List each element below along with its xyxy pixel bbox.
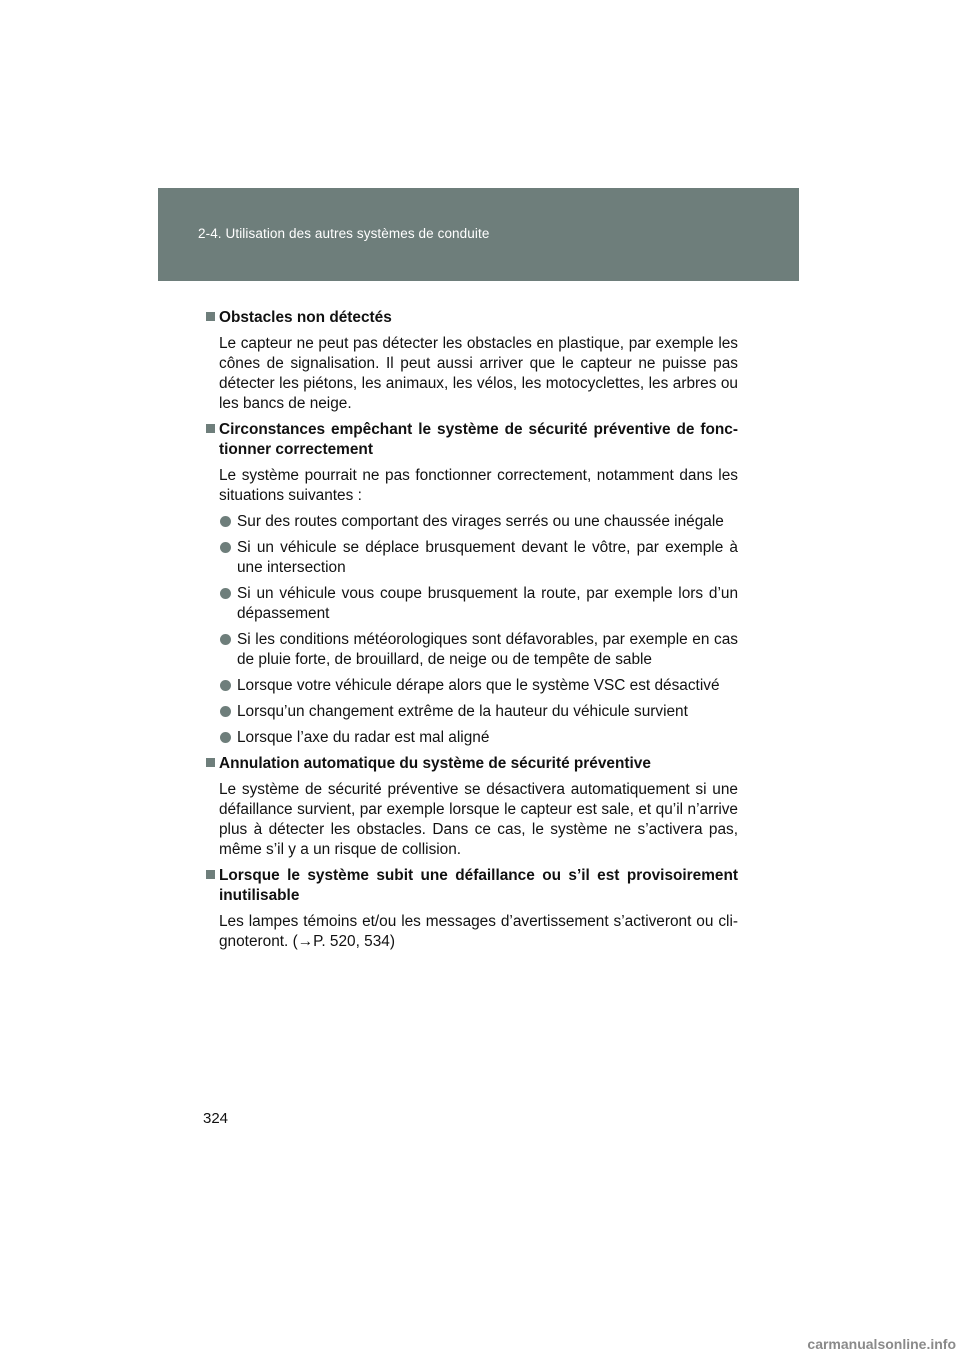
list-item-text: Sur des routes comportant des virages serrés ou une chaussée inégale (237, 513, 724, 530)
section-paragraph: Le capteur ne peut pas détecter les obstacles en plastique, par exemple les cônes de signalisation. Il peut aussi arriver que le capteur ne puisse pas détecter les piétons, les animaux, les vélos, les motocyclettes, les arbres ou les bancs de neige. (219, 335, 738, 412)
circle-bullet-icon (220, 588, 231, 599)
list-item (206, 676, 738, 696)
circle-bullet-icon (220, 516, 231, 527)
section-circonstances (206, 420, 738, 748)
list-item (206, 728, 738, 748)
section-paragraph: Le système pourrait ne pas fonctionner correctement, notamment dans les situations suivantes : (219, 467, 738, 504)
heading-text: Circonstances empêchant le système de sécurité préventive de fonc-tionner correctement (219, 421, 738, 458)
watermark-text: carmanualsonline.info (807, 1336, 956, 1352)
circle-bullet-icon (220, 680, 231, 691)
page-number: 324 (203, 1110, 229, 1127)
heading-text: Obstacles non détectés (219, 309, 392, 326)
list-item-text: Lorsque l’axe du radar est mal aligné (237, 729, 490, 746)
circle-bullet-icon (220, 542, 231, 553)
circle-bullet-icon (220, 706, 231, 717)
list-item (206, 702, 738, 722)
list-item (206, 512, 738, 532)
section-obstacles (206, 308, 738, 414)
section-defaillance (206, 866, 738, 952)
circle-bullet-icon (220, 634, 231, 645)
list-item-text: Lorsque votre véhicule dérape alors que le système VSC est désactivé (237, 677, 720, 694)
list-item-text: Si un véhicule se déplace brusquement devant le vôtre, par exemple à une intersection (237, 539, 738, 576)
section-heading (206, 754, 738, 774)
square-bullet-icon (206, 870, 215, 879)
chapter-header-band (158, 188, 799, 281)
chapter-title: 2-4. Utilisation des autres systèmes de conduite (198, 226, 490, 241)
square-bullet-icon (206, 758, 215, 767)
section-annulation (206, 754, 738, 860)
square-bullet-icon (206, 424, 215, 433)
page-content (206, 308, 738, 958)
section-heading (206, 866, 738, 906)
list-item (206, 630, 738, 670)
section-heading (206, 308, 738, 328)
section-heading (206, 420, 738, 460)
list-item (206, 584, 738, 624)
square-bullet-icon (206, 312, 215, 321)
list-item (206, 538, 738, 578)
circle-bullet-icon (220, 732, 231, 743)
list-item-text: Si un véhicule vous coupe brusquement la route, par exemple lors d’un dépassement (237, 585, 738, 622)
heading-text: Annulation automatique du système de sécurité préventive (219, 755, 651, 772)
section-paragraph: Le système de sécurité préventive se désactivera automatiquement si une défaillance survient, par exemple lorsque le capteur est sale, et qu’il n’arrive plus à détecter les obstacles. Dans ce cas, le système ne s’activera pas, même s’il y a un risque de collision. (219, 781, 738, 858)
list-item-text: Lorsqu’un changement extrême de la hauteur du véhicule survient (237, 703, 688, 720)
heading-text: Lorsque le système subit une défaillance ou s’il est provisoirement inutilisable (219, 867, 738, 904)
list-item-text: Si les conditions météorologiques sont défavorables, par exemple en cas de pluie forte, de brouillard, de neige ou de tempête de sable (237, 631, 738, 668)
section-paragraph: Les lampes témoins et/ou les messages d’avertissement s’activeront ou cli-gnoteront. (→P. 520, 534) (219, 913, 738, 950)
